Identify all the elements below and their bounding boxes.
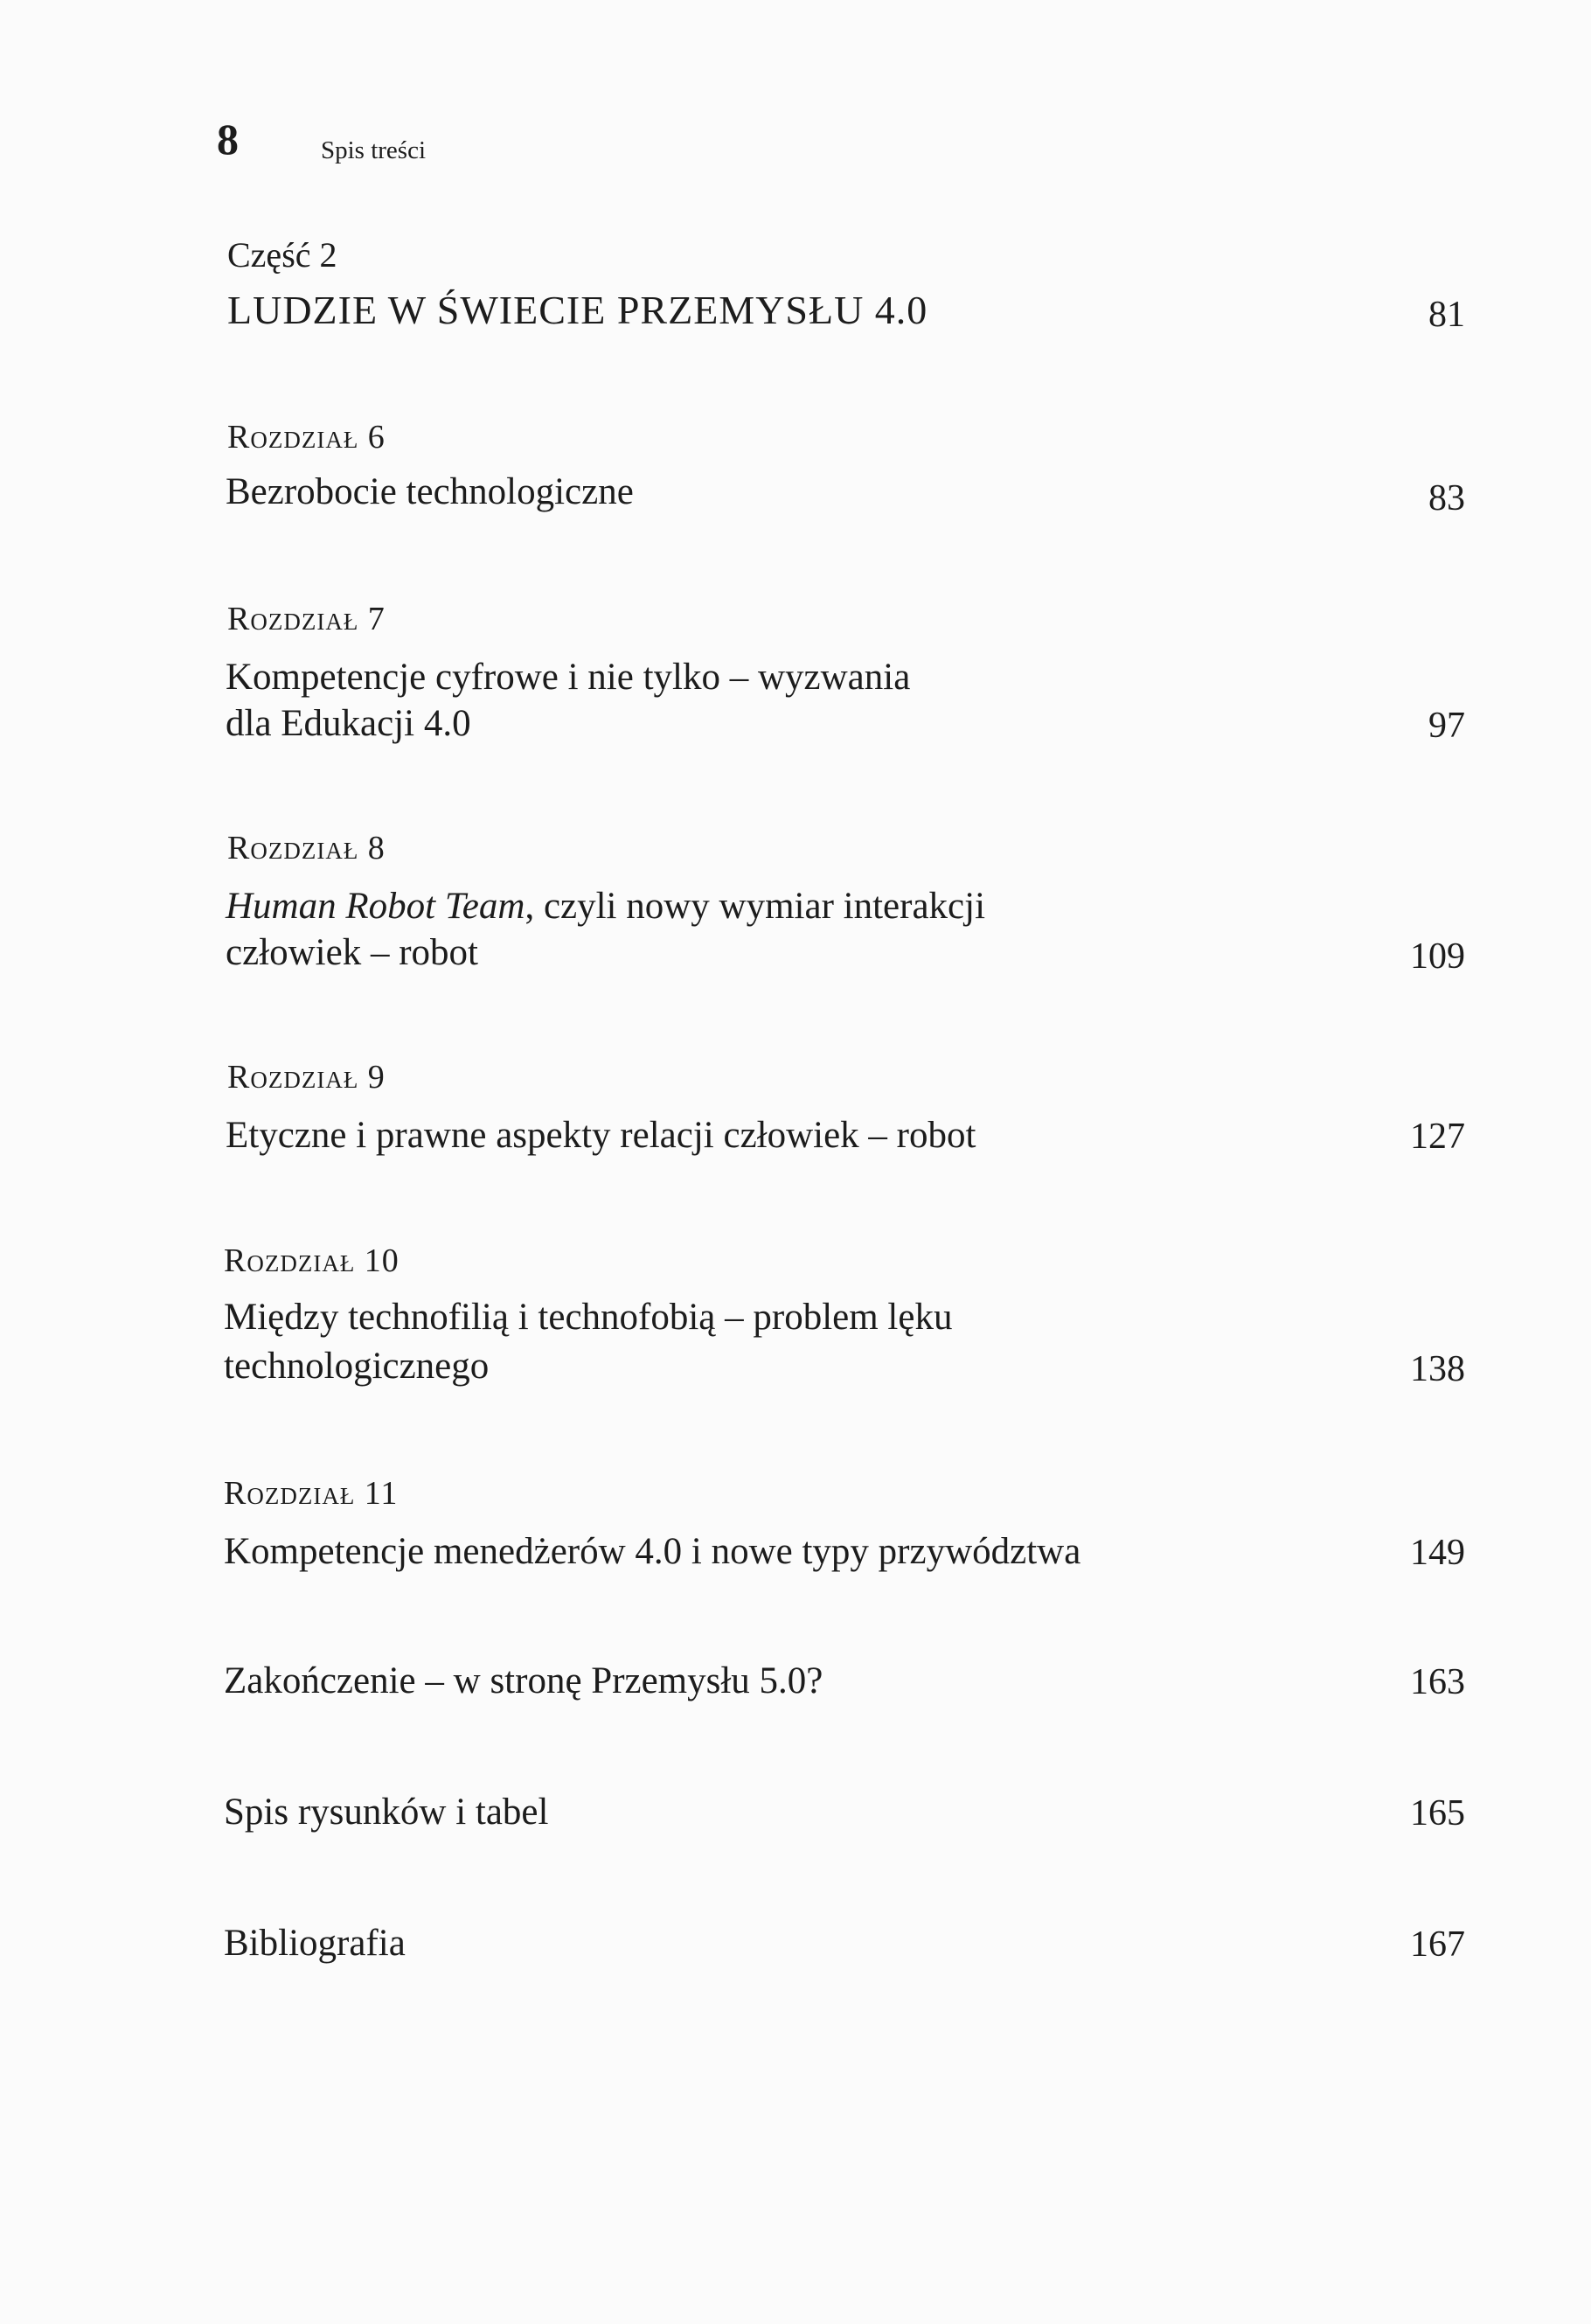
entry-title: Zakończenie – w stronę Przemysłu 5.0? [224,1660,823,1701]
chapter-title: Etyczne i prawne aspekty relacji człowiek – robot [226,1115,976,1156]
chapter-label: Rozdział 8 [227,830,386,866]
entry-page: 167 [1410,1924,1465,1965]
part-page: 81 [1428,295,1465,335]
chapter-label: Rozdział 6 [227,419,386,456]
chapter-label: Rozdział 9 [227,1059,386,1096]
chapter-title: Kompetencje cyfrowe i nie tylko – wyzwania [226,657,911,698]
chapter-title-italic: Human Robot Team [226,886,525,927]
chapter-title-line-2: dla Edukacji 4.0 [226,703,471,744]
entry-page: 165 [1410,1793,1465,1833]
chapter-page: 138 [1410,1349,1465,1389]
chapter-page: 97 [1428,706,1465,746]
chapter-title-line-2: technologicznego [224,1346,490,1387]
chapter-title [226,883,985,929]
entry-title: Spis rysunków i tabel [224,1792,549,1833]
chapter-title: Bezrobocie technologiczne [226,471,634,512]
chapter-page: 149 [1410,1533,1465,1573]
chapter-label: Rozdział 10 [224,1242,399,1279]
chapter-title-rest: , czyli nowy wymiar interakcji [525,886,986,927]
chapter-label: Rozdział 7 [227,601,386,637]
chapter-title: Między technofilią i technofobią – problem lęku [224,1297,953,1338]
chapter-label: Rozdział 11 [224,1475,399,1512]
running-title: Spis treści [321,136,427,164]
page-number: 8 [217,115,239,164]
entry-title: Bibliografia [224,1923,406,1964]
chapter-page: 83 [1428,478,1465,518]
chapter-title-line-2: człowiek – robot [226,932,478,973]
part-title: LUDZIE W ŚWIECIE PRZEMYSŁU 4.0 [227,288,928,332]
entry-page: 163 [1410,1662,1465,1702]
chapter-title: Kompetencje menedżerów 4.0 i nowe typy przywództwa [224,1531,1081,1572]
chapter-page: 109 [1410,936,1465,977]
part-label: Część 2 [227,235,337,275]
chapter-page: 127 [1410,1117,1465,1157]
